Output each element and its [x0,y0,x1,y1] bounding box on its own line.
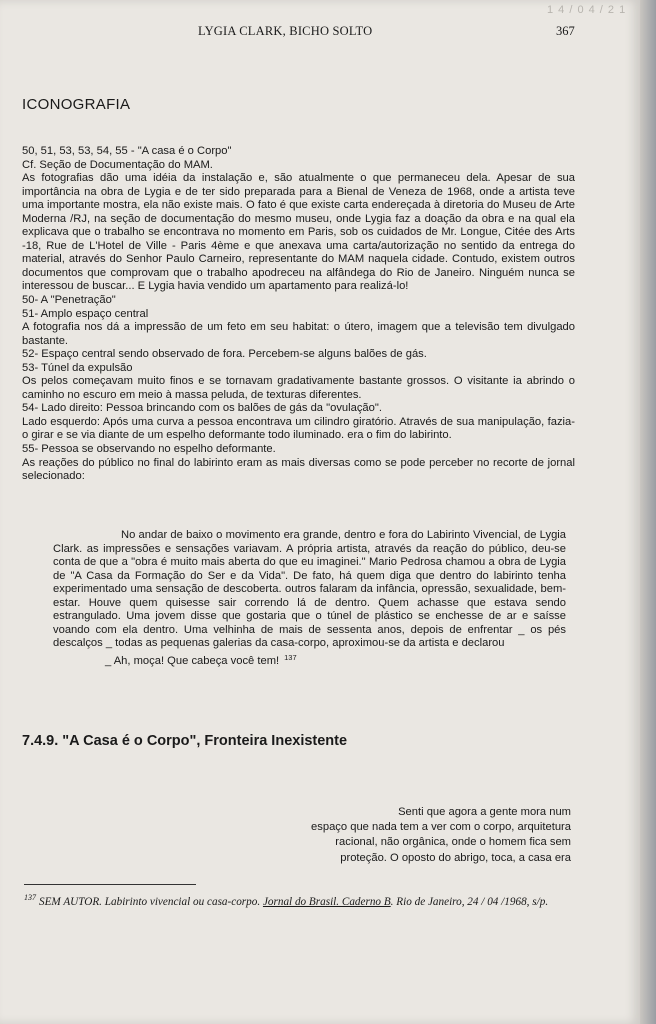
body-paragraph: Os pelos começavam muito finos e se tornavam gradativamente bastante grossos. O visitante ia abrindo o caminho no escuro em meio à massa peluda, de texturas diferentes. [22,375,575,401]
page-number: 367 [556,24,575,38]
running-head: LYGIA CLARK, BICHO SOLTO [198,24,373,38]
footnote-number: 137 [24,893,36,902]
body-paragraph: As reações do público no final do labirinto eram as mais diversas como se pode perceber no recorte de jornal selecionado: [22,456,575,483]
body-line: 50, 51, 53, 53, 54, 55 - "A casa é o Corpo" [22,145,232,157]
body-text [22,145,575,484]
footnote-author: SEM AUTOR. [39,896,102,908]
subsection-title: 7.4.9. "A Casa é o Corpo", Fronteira Inexistente [22,733,348,749]
body-line: 50- A "Penetração" [22,294,116,307]
epigraph [230,805,571,866]
quote-text: No andar de baixo o movimento era grande, dentro e fora do Labirinto Vivencial, de Lygia Clark. as impressões e sensações variavam. A própria artista, através da reação do público, deu-se conta de que a "obra é muito mais aberta do que eu imaginei." Mario Pedrosa chamou a obra de Lygia de "A Casa da Formação do Ser e da Vida". De fato, há quem diga que dentro do labirinto tenha experimentado uma sensação de descoberta. outros falaram da infância, opressão, sexualidade, bem-estar. Houve quem quisesse sair correndo lá de dentro. Quem achasse que estava sendo estrangulado. Uma jovem disse que gostaria que o túnel de plástico se enchesse de ar e saísse voando com ela dentro. Uma velhinha de mais de sessenta anos, depois de enfrentar _ os pés descalços _ todas as pequenas galerias da casa-corpo, aproximou-se da artista e declarou [53,529,566,650]
body-line: 54- Lado direito: Pessoa brincando com os balões de gás da "ovulação". [22,402,382,415]
quote-closing [53,651,566,669]
body-paragraph: Lado esquerdo: Após uma curva a pessoa encontrava um cilindro giratório. Através de sua manipulação, fazia-o girar e se via diante de um espelho deformante todo iluminado. era o fim do labirinto. [22,415,575,442]
footnote-reference[interactable]: 137 [284,652,297,662]
body-line: 55- Pessoa se observando no espelho deformante. [22,443,276,456]
section-title: ICONOGRAFIA [22,96,131,113]
epigraph-line: espaço que nada tem a ver com o corpo, arquitetura [311,821,571,834]
epigraph-line: proteção. O oposto do abrigo, toca, a casa era [340,851,571,864]
body-line: Cf. Seção de Documentação do MAM. [22,158,213,171]
footnote-details: . Rio de Janeiro, 24 / 04 /1968, s/p. [390,896,549,908]
body-line: 51- Amplo espaço central [22,307,149,320]
footnote-title: Labirinto vivencial ou casa-corpo. [104,896,261,908]
epigraph-line: racional, não orgânica, onde o homem fica sem [335,836,571,849]
page-edge [640,0,656,1024]
quote-closing-text: _ Ah, moça! Que cabeça você tem! [105,654,280,667]
footnote-divider [24,884,196,885]
body-paragraph: As fotografias dão uma idéia da instalação e, são atualmente o que permaneceu dela. Apesar de sua importância na obra de Lygia e de ter sido preparada para a Bienal de Veneza de 1968, onde a artista teve uma importante mostra, ela não existe mais. O fato é que existe carta endereçada à diretoria do Museu de Arte Moderna /RJ, na seção de documentação do mesmo museu, onde Lygia faz a doação da obra e na qual ela explicava que o trabalho se encontrava no momento em Paris, sob os cuidados de Mr. Longue, Citée des Arts -18, Rue de L'Hotel de Ville - Paris 4ème e que anexava uma carta/autorização no sentido da entrega do material, através do Senhor Paulo Carneiro, representante do MAM naquela cidade. Contudo, existem outros documentos que comprovam que o trabalho apodreceu na alfândega do Rio de Janeiro. Ninguém nunca se interessou de buscar... E Lygia havia vendido um apartamento para realizá-lo! [22,172,575,293]
epigraph-line: Senti que agora a gente mora num [398,806,571,818]
body-line: 53- Túnel da expulsão [22,361,133,374]
footnote-source: Jornal do Brasil. Caderno B [262,896,391,908]
body-paragraph: A fotografia nos dá a impressão de um feto em seu habitat: o útero, imagem que a televisão tem divulgado bastante. [22,321,575,347]
archive-stamp: 1 4 / 0 4 / 2 1 [547,4,627,16]
body-line: 52- Espaço central sendo observado de fora. Percebem-se alguns balões de gás. [22,348,427,361]
footnote [24,889,573,911]
block-quote [53,529,566,668]
